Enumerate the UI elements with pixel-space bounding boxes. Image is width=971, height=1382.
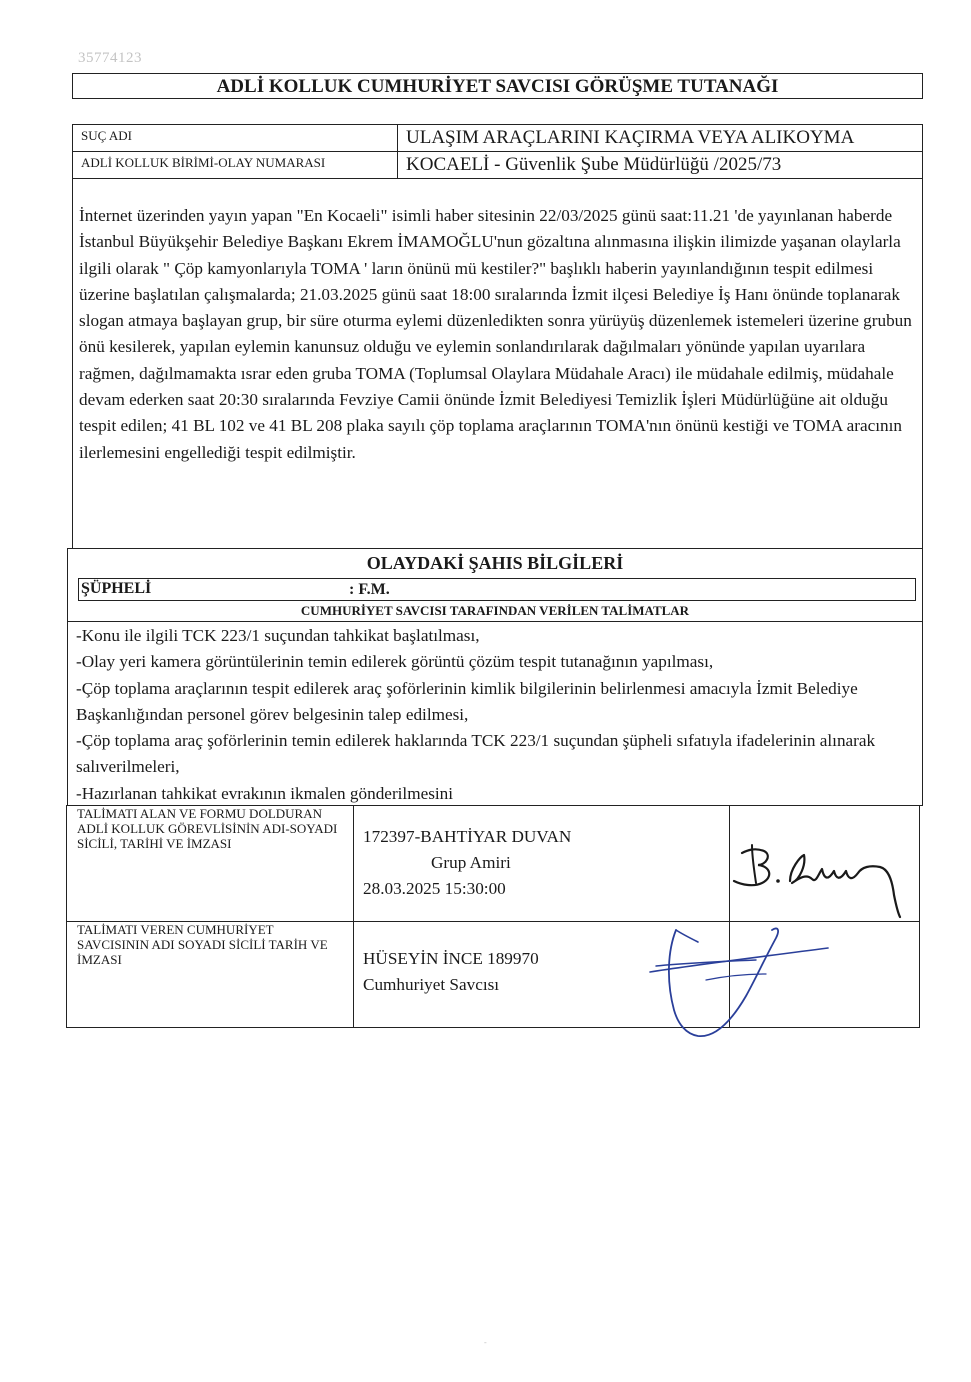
incident-narrative: İnternet üzerinden yayın yapan "En Kocaeli" isimli haber sitesinin 22/03/2025 günü saat:11.21 'de yayınlanan haberde İstanbul Büyükşehir Belediye Başkanı Ekrem İMAMOĞLU'nun gözaltına alınmasına ilişkin ilimizde yaşanan olaylarla ilgili olarak " Çöp kamyonlarıyla TOMA ' ların önünü mü kestiler?" başlıklı haberin yayınlandığının tespit edilmesi üzerine başlatılan çalışmalarda; 21.03.2025 günü saat 18:00 sıralarında İzmit ilçesi Belediye İş Hanı önünde toplanarak slogan atmaya başlayan grup, bir süre oturma eylemi düzenledikten sonra yürüyüş düzenlemek istemeleri üzerine grubun önü kesilerek, yapılan eylemin kanunsuz olduğu ve eylemin sonlandırılarak dağılmaları yönünde yapılan uyarılara rağmen, dağılmamakta ısrar eden gruba TOMA (Toplumsal Olaylara Müdahale Aracı) ile müdahale edilmiş, müdahale devam ederken saat 20:30 sıralarında Fevziye Camii önünde İzmit Belediyesi Temizlik İşleri Müdürlüğüne ait olduğu tespit edilen; 41 BL 102 ve 41 BL 208 plaka sayılı çöp toplama araçlarının TOMA'nın önünü kestiği ve TOMA aracının ilerlemesini engellediği tespit edilmiştir. bbox=[79, 206, 912, 462]
footer-mark: - bbox=[484, 1338, 487, 1347]
header-column-divider bbox=[397, 125, 398, 179]
officer-name: 172397-BAHTİYAR DUVAN bbox=[363, 827, 572, 846]
instructions-title: CUMHURİYET SAVCISI TARAFINDAN VERİLEN TALİMATLAR bbox=[68, 601, 922, 622]
instruction-item: -Konu ile ilgili TCK 223/1 suçundan tahkikat başlatılması, bbox=[76, 626, 480, 645]
unit-label: ADLİ KOLLUK BİRİMİ-OLAY NUMARASI bbox=[81, 155, 326, 170]
instruction-item: -Çöp toplama araç şoförlerinin temin edilerek haklarında TCK 223/1 suçundan şüpheli sıfatıyla ifadelerinin alınarak salıverilmeleri, bbox=[76, 731, 876, 777]
prosecutor-signature-icon bbox=[646, 920, 836, 1040]
instruction-item: -Hazırlanan tahkikat evrakının ikmalen gönderilmesini bbox=[76, 783, 454, 803]
officer-datetime: 28.03.2025 15:30:00 bbox=[363, 879, 506, 898]
officer-label: TALİMATI ALAN VE FORMU DOLDURAN ADLİ KOLLUK GÖREVLİSİNİN ADI-SOYADI SİCİLİ, TARİHİ VE İMZASI bbox=[77, 806, 338, 851]
suspect-value: : F.M. bbox=[349, 581, 390, 598]
document-number: 35774123 bbox=[78, 50, 142, 66]
prosecutor-label: TALİMATI VEREN CUMHURİYET SAVCISININ ADI SOYADI SİCİLİ TARİH VE İMZASI bbox=[77, 922, 328, 967]
prosecutor-name: HÜSEYİN İNCE 189970 bbox=[363, 949, 539, 968]
persons-section-title: OLAYDAKİ ŞAHIS BİLGİLERİ bbox=[366, 553, 624, 573]
document-title: ADLİ KOLLUK CUMHURİYET SAVCISI GÖRÜŞME TUTANAĞI bbox=[72, 73, 923, 99]
person-info-frame bbox=[67, 548, 923, 806]
officer-signature-icon bbox=[730, 835, 910, 920]
prosecutor-title: Cumhuriyet Savcısı bbox=[363, 975, 500, 994]
unit-value: KOCAELİ - Güvenlik Şube Müdürlüğü /2025/73 bbox=[406, 154, 782, 175]
prosecutor-info bbox=[363, 946, 539, 998]
instruction-item: -Olay yeri kamera görüntülerinin temin edilerek görüntü çözüm tespit tutanağının yapılması, bbox=[76, 652, 714, 672]
instruction-item: -Çöp toplama araçlarının tespit edilerek araç şoförlerinin kimlik bilgilerinin belirlenmesi amacıyla İzmit Belediye Başkanlığından personel görev belgesinin talep edilmesi, bbox=[76, 678, 858, 724]
crime-row bbox=[73, 125, 922, 152]
officer-info bbox=[363, 824, 571, 902]
unit-row bbox=[73, 152, 922, 179]
suspect-label: ŞÜPHELİ bbox=[81, 580, 152, 597]
crime-value: ULAŞIM ARAÇLARINI KAÇIRMA VEYA ALIKOYMA bbox=[406, 127, 855, 148]
case-info-frame bbox=[72, 124, 923, 549]
instructions-list bbox=[76, 623, 914, 807]
crime-label: SUÇ ADI bbox=[81, 128, 132, 143]
officer-title: Grup Amiri bbox=[431, 853, 511, 872]
suspect-row bbox=[78, 578, 916, 601]
